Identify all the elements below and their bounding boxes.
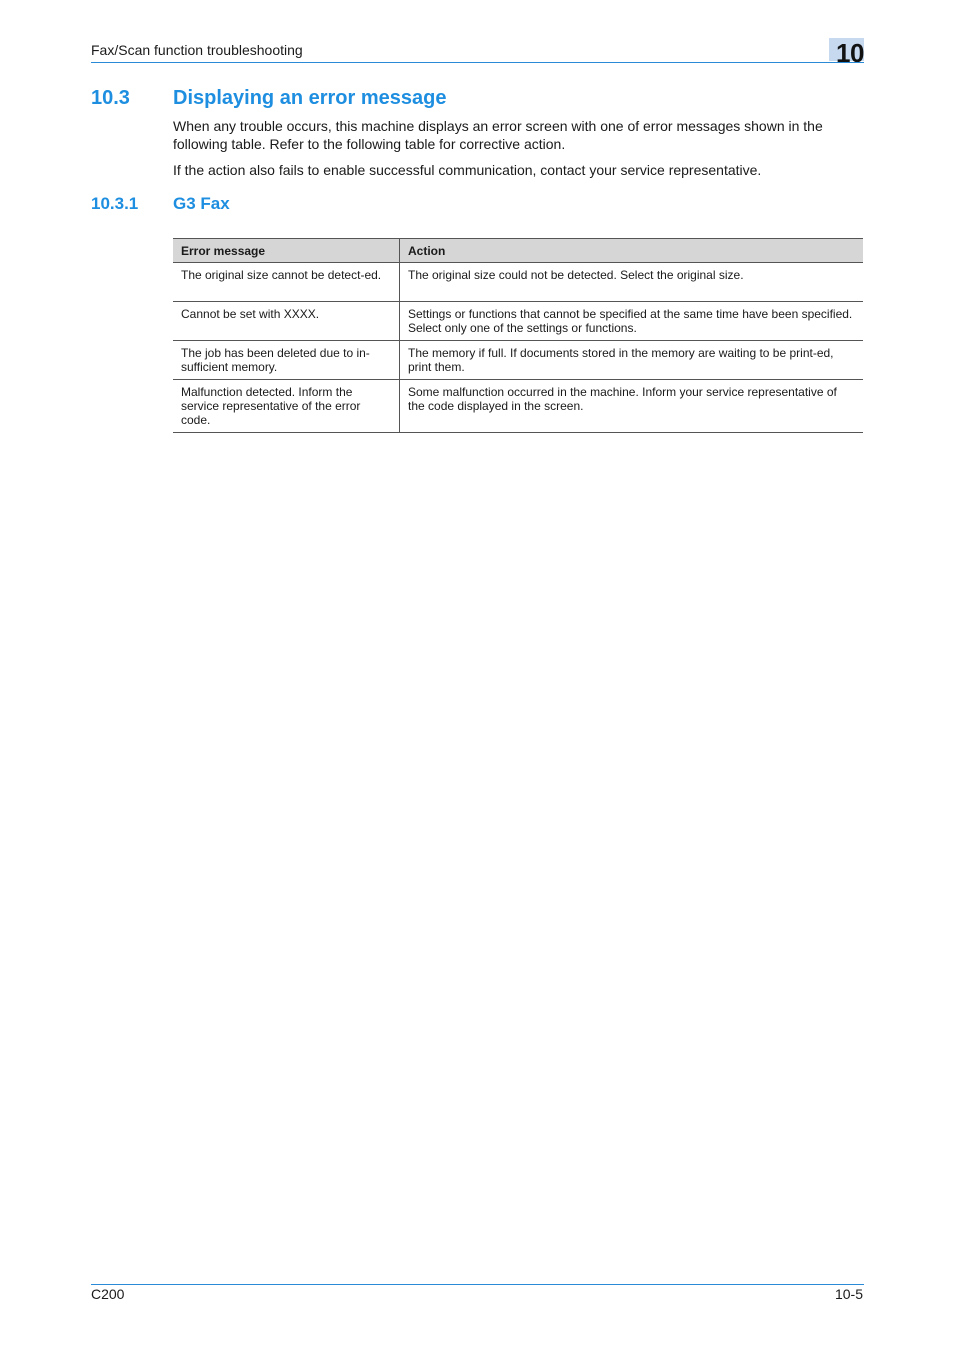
action-cell: Some malfunction occurred in the machine. Inform your service representative of the code displayed in the screen. (400, 380, 864, 433)
intro-paragraph: When any trouble occurs, this machine displays an error screen with one of error messages shown in the following table. Refer to the following table for corrective action. (173, 118, 823, 152)
error-message-cell: Malfunction detected. Inform the service representative of the error code. (173, 380, 400, 433)
chapter-number: 10 (836, 38, 864, 68)
table-row (173, 263, 863, 302)
footer-page-number: 10-5 (834, 1286, 863, 1302)
action-cell: Settings or functions that cannot be specified at the same time have been specified. Select only one of the settings or functions. (400, 302, 864, 341)
action-cell: The memory if full. If documents stored in the memory are waiting to be print-ed, print them. (400, 341, 864, 380)
subsection-title: G3 Fax (173, 194, 230, 213)
table-row (173, 341, 863, 380)
error-message-cell: Cannot be set with XXXX. (173, 302, 400, 341)
page-header-title: Fax/Scan function troubleshooting (91, 42, 303, 58)
contact-paragraph: If the action also fails to enable successful communication, contact your service representative. (173, 162, 762, 178)
action-cell: The original size could not be detected. Select the original size. (400, 263, 864, 302)
error-message-cell: The job has been deleted due to in-sufficient memory. (173, 341, 400, 380)
section-title: Displaying an error message (173, 87, 447, 109)
table-header-row (173, 239, 863, 263)
footer-model: C200 (91, 1286, 125, 1302)
section-number: 10.3 (91, 87, 130, 109)
footer-rule (91, 1284, 864, 1285)
error-message-cell: The original size cannot be detect-ed. (173, 263, 400, 302)
header-rule (91, 62, 864, 63)
table-row (173, 302, 863, 341)
column-header-action: Action (400, 239, 864, 263)
table-row (173, 380, 863, 433)
error-message-table (173, 238, 863, 433)
subsection-number: 10.3.1 (91, 194, 139, 213)
column-header-error-message: Error message (173, 239, 400, 263)
